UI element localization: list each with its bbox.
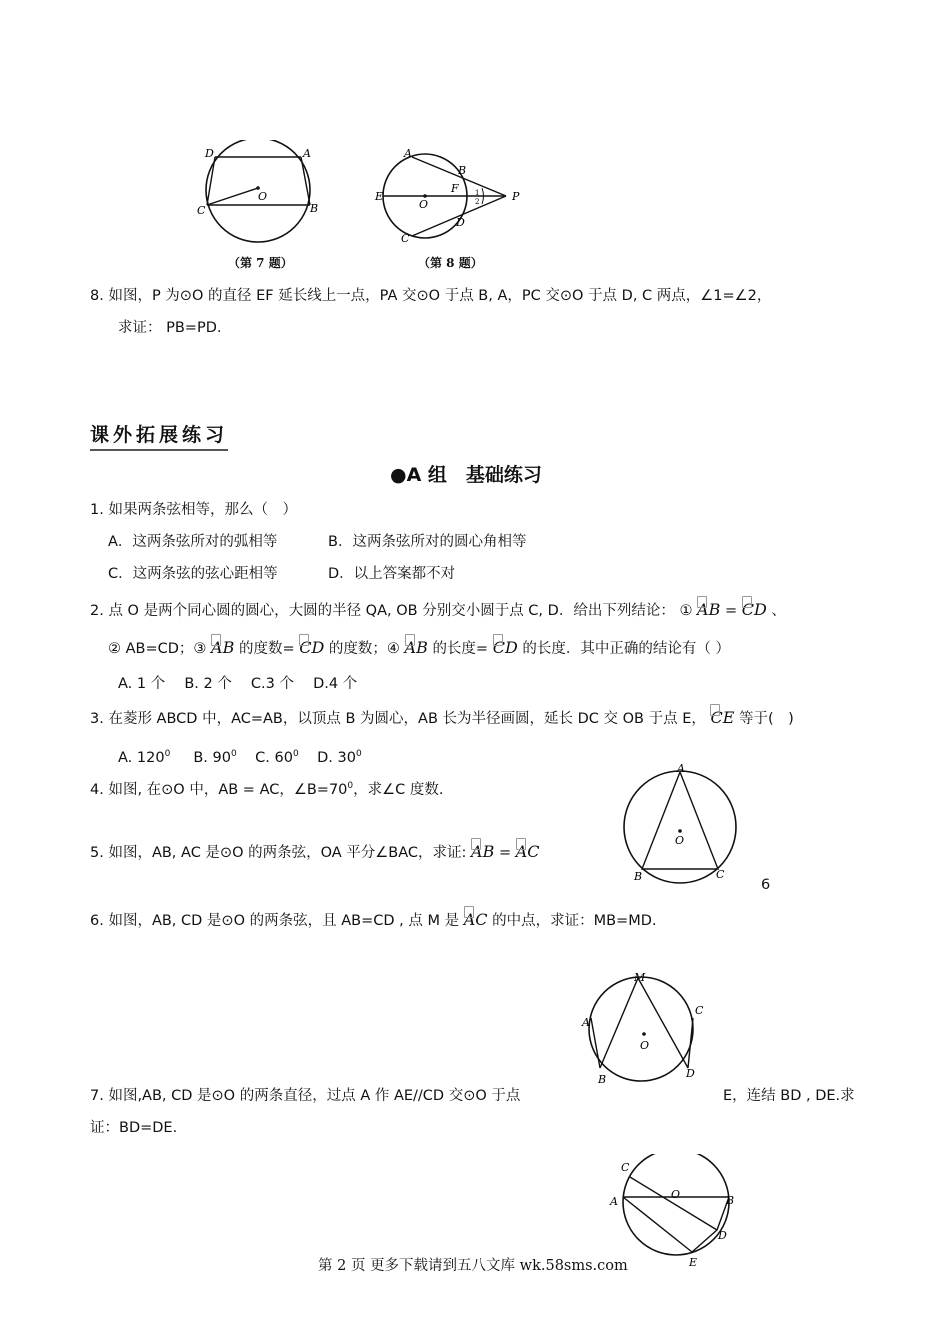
p4-text-b: ，求∠C 度数. bbox=[353, 781, 444, 798]
p3-arc-ce: CE bbox=[710, 708, 735, 727]
p2-line2a: ② AB=CD；③ bbox=[108, 641, 207, 657]
p1-option-b: B．这两条弦所对的圆心角相等 bbox=[328, 534, 527, 550]
p7-line1b: E，连结 BD , DE.求 bbox=[723, 1088, 855, 1104]
p3-line1 bbox=[90, 708, 794, 729]
fig6-label-M: M bbox=[634, 971, 646, 984]
figure-8 bbox=[372, 140, 532, 250]
p2-circle-1: ① bbox=[679, 603, 693, 619]
p3-deg-d: 0 bbox=[355, 749, 362, 759]
p7-line2: 证：BD=DE. bbox=[90, 1120, 178, 1136]
fig7-label-B: B bbox=[310, 202, 319, 215]
group-title: ●A 组 基础练习 bbox=[390, 464, 542, 486]
p5-text bbox=[90, 842, 540, 863]
p2-arc-cd-3: CD bbox=[492, 638, 518, 657]
p1-option-c: C．这两条弦的弦心距相等 bbox=[108, 566, 278, 582]
fig7b-label-D: D bbox=[718, 1229, 727, 1242]
fig8-label-A: A bbox=[404, 147, 412, 160]
p2-deg1: 的度数= bbox=[238, 641, 295, 657]
p2-arc-cd-2: CD bbox=[299, 638, 325, 657]
fig6-label-D: D bbox=[686, 1067, 695, 1080]
p2-options: A. 1 个 B. 2 个 C.3 个 D.4 个 bbox=[118, 676, 358, 692]
p7-line1a: 7. 如图,AB, CD 是⊙O 的两条直径，过点 A 作 AE//CD 交⊙O 于点 bbox=[90, 1088, 521, 1104]
fig7-label-D: D bbox=[205, 147, 214, 160]
section-title: 课外拓展练习 bbox=[90, 420, 228, 451]
fig7b-label-B: B bbox=[726, 1194, 735, 1207]
fig8-label-P: P bbox=[512, 190, 520, 203]
p4-text-a: 4. 如图, 在⊙O 中，AB = AC，∠B=70 bbox=[90, 781, 348, 798]
fig8-label-E: E bbox=[375, 190, 384, 203]
p5-stem: 5. 如图，AB, AC 是⊙O 的两条弦，OA 平分∠BAC，求证: bbox=[90, 845, 467, 861]
p3-option-d: D. 30 bbox=[317, 749, 356, 766]
p6-text-b: 的中点，求证：MB=MD. bbox=[492, 913, 657, 929]
p3-option-a: A. 120 bbox=[118, 749, 165, 766]
fig8-label-O: O bbox=[419, 198, 429, 211]
fig8-label-B: B bbox=[458, 164, 467, 177]
p3-options bbox=[118, 744, 362, 768]
page-footer: 第 2 页 更多下载请到五八文库 wk.58sms.com bbox=[318, 1258, 628, 1274]
p3-option-c: C. 60 bbox=[255, 749, 293, 766]
p3-option-b: B. 90 bbox=[193, 749, 231, 766]
fig4-label-C: C bbox=[716, 868, 725, 881]
fig7-label-A: A bbox=[303, 147, 311, 160]
fig6-label-C: C bbox=[695, 1004, 704, 1017]
p2-line2 bbox=[108, 638, 730, 659]
p2-arc-ab-3: AB bbox=[404, 638, 428, 657]
fig4-label-A: A bbox=[677, 762, 685, 775]
p5-arc-ac: AC bbox=[515, 842, 540, 861]
fig7b-label-O: O bbox=[671, 1188, 681, 1201]
fig8-label-C: C bbox=[401, 232, 410, 245]
p3-deg-b: 0 bbox=[230, 749, 237, 759]
p3-stem: 3. 在菱形 ABCD 中，AC=AB，以顶点 B 为圆心，AB 长为半径画圆，延长 DC 交 OB 于点 E， bbox=[90, 711, 706, 727]
figure-p6 bbox=[578, 968, 710, 1090]
fig8-caption: （第 8 题） bbox=[418, 256, 483, 270]
fig7b-label-E: E bbox=[689, 1256, 698, 1269]
p5-arc-ab: AB bbox=[471, 842, 495, 861]
fig8-label-F: F bbox=[451, 182, 459, 195]
q8-line2: 求证： PB=PD. bbox=[118, 320, 222, 336]
fig7-label-O: O bbox=[258, 190, 268, 203]
p2-stem: 2. 点 O 是两个同心圆的圆心，大圆的半径 QA, OB 分别交小圆于点 C, D．给出下列结论： bbox=[90, 603, 675, 619]
p6-text-a: 6. 如图，AB, CD 是⊙O 的两条弦，且 AB=CD , 点 M 是 bbox=[90, 913, 460, 929]
fig4-label-O: O bbox=[675, 834, 685, 847]
side-number: 6 bbox=[761, 877, 771, 893]
fig7b-label-A: A bbox=[610, 1195, 618, 1208]
p2-arc-ab-2: AB bbox=[211, 638, 235, 657]
fig7b-label-C: C bbox=[621, 1161, 630, 1174]
p6-text bbox=[90, 910, 657, 931]
fig8-label-angle-1: 1 bbox=[475, 189, 480, 197]
p2-len1: 的长度= bbox=[432, 641, 489, 657]
p4-text bbox=[90, 776, 443, 800]
p2-sep: 、 bbox=[771, 603, 786, 619]
p1-option-d: D．以上答案都不对 bbox=[328, 566, 456, 582]
fig4-label-B: B bbox=[634, 870, 643, 883]
fig6-label-A: A bbox=[582, 1016, 590, 1029]
p2-deg2: 的度数；④ bbox=[328, 641, 400, 657]
fig6-label-B: B bbox=[598, 1073, 607, 1086]
q8-line1: 8. 如图，P 为⊙O 的直径 EF 延长线上一点，PA 交⊙O 于点 B, A，PC 交⊙O 于点 D, C 两点，∠1=∠2， bbox=[90, 288, 772, 304]
fig8-label-angle-2: 2 bbox=[475, 198, 480, 206]
fig8-label-D: D bbox=[456, 216, 465, 229]
p1-option-a: A．这两条弦所对的弧相等 bbox=[108, 534, 278, 550]
p1-stem: 1. 如果两条弦相等，那么（ ） bbox=[90, 502, 297, 518]
p4-deg: 0 bbox=[347, 781, 354, 791]
p2-arc-cd: CD bbox=[741, 600, 767, 619]
fig6-label-O: O bbox=[640, 1039, 650, 1052]
p3-deg-a: 0 bbox=[164, 749, 171, 759]
p6-arc-ac: AC bbox=[463, 910, 488, 929]
p2-arc-ab: AB bbox=[697, 600, 721, 619]
p5-eq: = bbox=[498, 845, 512, 861]
figure-p7 bbox=[604, 1154, 750, 1270]
fig7-caption: （第 7 题） bbox=[228, 256, 293, 270]
fig7-label-C: C bbox=[197, 204, 206, 217]
p3-deg-c: 0 bbox=[292, 749, 299, 759]
p3-tail: 等于( ) bbox=[739, 711, 794, 727]
p2-eq: = bbox=[724, 603, 738, 619]
p2-len2: 的长度．其中正确的结论有（ ） bbox=[522, 641, 730, 657]
figure-p4 bbox=[618, 762, 748, 892]
p2-line1 bbox=[90, 600, 786, 621]
